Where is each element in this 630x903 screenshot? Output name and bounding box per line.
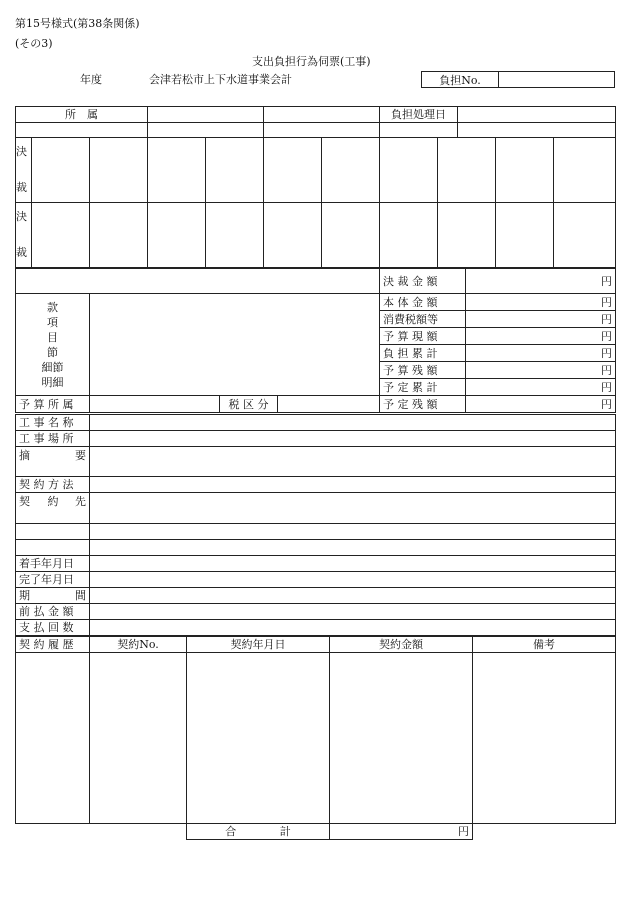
dept-field-1[interactable]	[148, 107, 264, 123]
burden-total-label: 負 担 累 計	[380, 345, 466, 362]
blank-field-2[interactable]	[90, 540, 616, 556]
total-table	[186, 823, 473, 840]
contractor-char-2: 約	[47, 495, 59, 508]
approval-amount-blank	[16, 269, 380, 294]
approval-table	[15, 106, 616, 268]
end-date-label: 完了年月日	[16, 572, 90, 588]
approval-cell[interactable]	[438, 138, 496, 203]
budget-remaining-label: 予 算 残 額	[380, 362, 466, 379]
start-date-field[interactable]	[90, 556, 616, 572]
planned-total-label: 予 定 累 計	[380, 379, 466, 396]
meisai-label: 明細	[41, 375, 64, 389]
end-date-field[interactable]	[90, 572, 616, 588]
work-place-label: 工 事 場 所	[16, 431, 90, 447]
tax-category-field[interactable]	[278, 396, 380, 413]
body-amount-label: 本 体 金 額	[380, 294, 466, 311]
dept-sub-field-2[interactable]	[264, 123, 380, 138]
dept-field-2[interactable]	[264, 107, 380, 123]
budget-remaining-field[interactable]	[466, 362, 616, 379]
approval-cell[interactable]	[148, 203, 206, 268]
summary-char-2: 要	[75, 449, 86, 462]
form-sub-number: (その3)	[15, 37, 53, 50]
burden-no-label: 負担No.	[439, 74, 481, 87]
budget-current-label: 予 算 現 額	[380, 328, 466, 345]
form-title: 支出負担行為伺票(工事)	[252, 55, 371, 68]
approval-cell[interactable]	[32, 138, 90, 203]
payment-count-label: 支 払 回 数	[16, 620, 90, 636]
process-sub-field-1[interactable]	[380, 123, 458, 138]
classification-labels	[16, 294, 90, 396]
amount-table	[15, 268, 616, 413]
approval-row-1-label	[16, 138, 32, 203]
kan-label: 款	[47, 300, 58, 314]
form-number: 第15号様式(第38条関係)	[15, 17, 140, 30]
blank-label-2	[16, 540, 90, 556]
budget-dept-field[interactable]	[90, 396, 220, 413]
contract-date-field[interactable]	[187, 653, 330, 824]
contract-history-table	[15, 636, 616, 824]
approval-cell[interactable]	[380, 138, 438, 203]
approval-cell[interactable]	[496, 203, 554, 268]
work-name-label: 工 事 名 称	[16, 415, 90, 431]
work-place-field[interactable]	[90, 431, 616, 447]
kou-label: 項	[47, 315, 58, 329]
tax-category-label: 税 区 分	[220, 396, 278, 413]
planned-remaining-field[interactable]	[466, 396, 616, 413]
burden-no-box	[421, 71, 615, 88]
contractor-char-3: 先	[75, 495, 86, 508]
total-char-1: 合	[225, 825, 237, 838]
setsu-label: 節	[47, 345, 58, 359]
process-date-label: 負担処理日	[380, 107, 458, 123]
contractor-field[interactable]	[90, 493, 616, 524]
planned-total-field[interactable]	[466, 379, 616, 396]
approval-cell[interactable]	[496, 138, 554, 203]
contract-amount-header: 契約金額	[330, 637, 473, 653]
tax-amount-label: 消費税額等	[380, 311, 466, 328]
approval-cell[interactable]	[148, 138, 206, 203]
work-name-field[interactable]	[90, 415, 616, 431]
yen-unit: 円	[601, 274, 612, 288]
contractor-char-1: 契	[19, 495, 30, 508]
yen-unit: 円	[601, 363, 612, 377]
total-amount-field[interactable]	[330, 824, 473, 840]
contract-method-label: 契 約 方 法	[16, 477, 90, 493]
approval-row-2-label	[16, 203, 32, 268]
approval-cell[interactable]	[554, 203, 616, 268]
approval-cell[interactable]	[322, 138, 380, 203]
summary-char-1: 摘	[19, 449, 30, 462]
yen-unit: 円	[601, 397, 612, 411]
classification-field[interactable]	[90, 294, 380, 396]
period-field[interactable]	[90, 588, 616, 604]
planned-remaining-label: 予 定 残 額	[380, 396, 466, 413]
budget-dept-label: 予 算 所 属	[16, 396, 90, 413]
yen-unit: 円	[601, 329, 612, 343]
period-char-1: 期	[19, 589, 30, 602]
approval-cell[interactable]	[90, 138, 148, 203]
contractor-label	[16, 493, 90, 524]
tax-amount-field[interactable]	[466, 311, 616, 328]
approval-char-2: 裁	[16, 246, 27, 259]
contract-history-label: 契 約 履 歴	[16, 637, 90, 653]
saisetsu-label: 細節	[41, 360, 64, 374]
contract-date-header: 契約年月日	[187, 637, 330, 653]
approval-cell[interactable]	[438, 203, 496, 268]
remarks-field[interactable]	[473, 653, 616, 824]
period-char-2: 間	[75, 589, 86, 602]
summary-label	[16, 447, 90, 477]
advance-payment-field[interactable]	[90, 604, 616, 620]
approval-cell[interactable]	[554, 138, 616, 203]
remarks-header: 備考	[473, 637, 616, 653]
burden-no-field[interactable]	[499, 72, 614, 87]
process-sub-field-2[interactable]	[458, 123, 616, 138]
approval-cell[interactable]	[322, 203, 380, 268]
yen-unit: 円	[601, 312, 612, 326]
body-amount-field[interactable]	[466, 294, 616, 311]
approval-char-1: 決	[16, 145, 27, 158]
approval-cell[interactable]	[206, 203, 264, 268]
total-char-2: 計	[279, 825, 291, 838]
burden-total-field[interactable]	[466, 345, 616, 362]
advance-payment-label: 前 払 金 額	[16, 604, 90, 620]
fiscal-year-label: 年度	[80, 73, 102, 86]
approval-amount-field[interactable]	[466, 269, 616, 294]
yen-unit: 円	[458, 825, 469, 838]
moku-label: 目	[47, 330, 58, 344]
yen-unit: 円	[601, 346, 612, 360]
period-label	[16, 588, 90, 604]
approval-amount-label: 決 裁 金 額	[380, 269, 466, 294]
approval-char-2: 裁	[16, 181, 27, 194]
work-details-table	[15, 414, 616, 636]
blank-field-1[interactable]	[90, 524, 616, 540]
approval-cell[interactable]	[380, 203, 438, 268]
dept-label: 所 属	[16, 107, 148, 123]
budget-current-field[interactable]	[466, 328, 616, 345]
approval-char-1: 決	[16, 210, 27, 223]
approval-cell[interactable]	[264, 138, 322, 203]
summary-field[interactable]	[90, 447, 616, 477]
contract-no-header: 契約No.	[90, 637, 187, 653]
contract-amount-field[interactable]	[330, 653, 473, 824]
contract-method-field[interactable]	[90, 477, 616, 493]
dept-sub-field[interactable]	[16, 123, 148, 138]
dept-sub-field-1[interactable]	[148, 123, 264, 138]
yen-unit: 円	[601, 295, 612, 309]
total-label	[187, 824, 330, 840]
blank-label-1	[16, 524, 90, 540]
process-date-field[interactable]	[458, 107, 616, 123]
payment-count-field[interactable]	[90, 620, 616, 636]
history-blank-cell	[16, 653, 90, 824]
contract-no-field[interactable]	[90, 653, 187, 824]
approval-cell[interactable]	[90, 203, 148, 268]
approval-cell[interactable]	[206, 138, 264, 203]
yen-unit: 円	[601, 380, 612, 394]
approval-cell[interactable]	[264, 203, 322, 268]
approval-cell[interactable]	[32, 203, 90, 268]
start-date-label: 着手年月日	[16, 556, 90, 572]
organization-name: 会津若松市上下水道事業会計	[149, 73, 292, 86]
